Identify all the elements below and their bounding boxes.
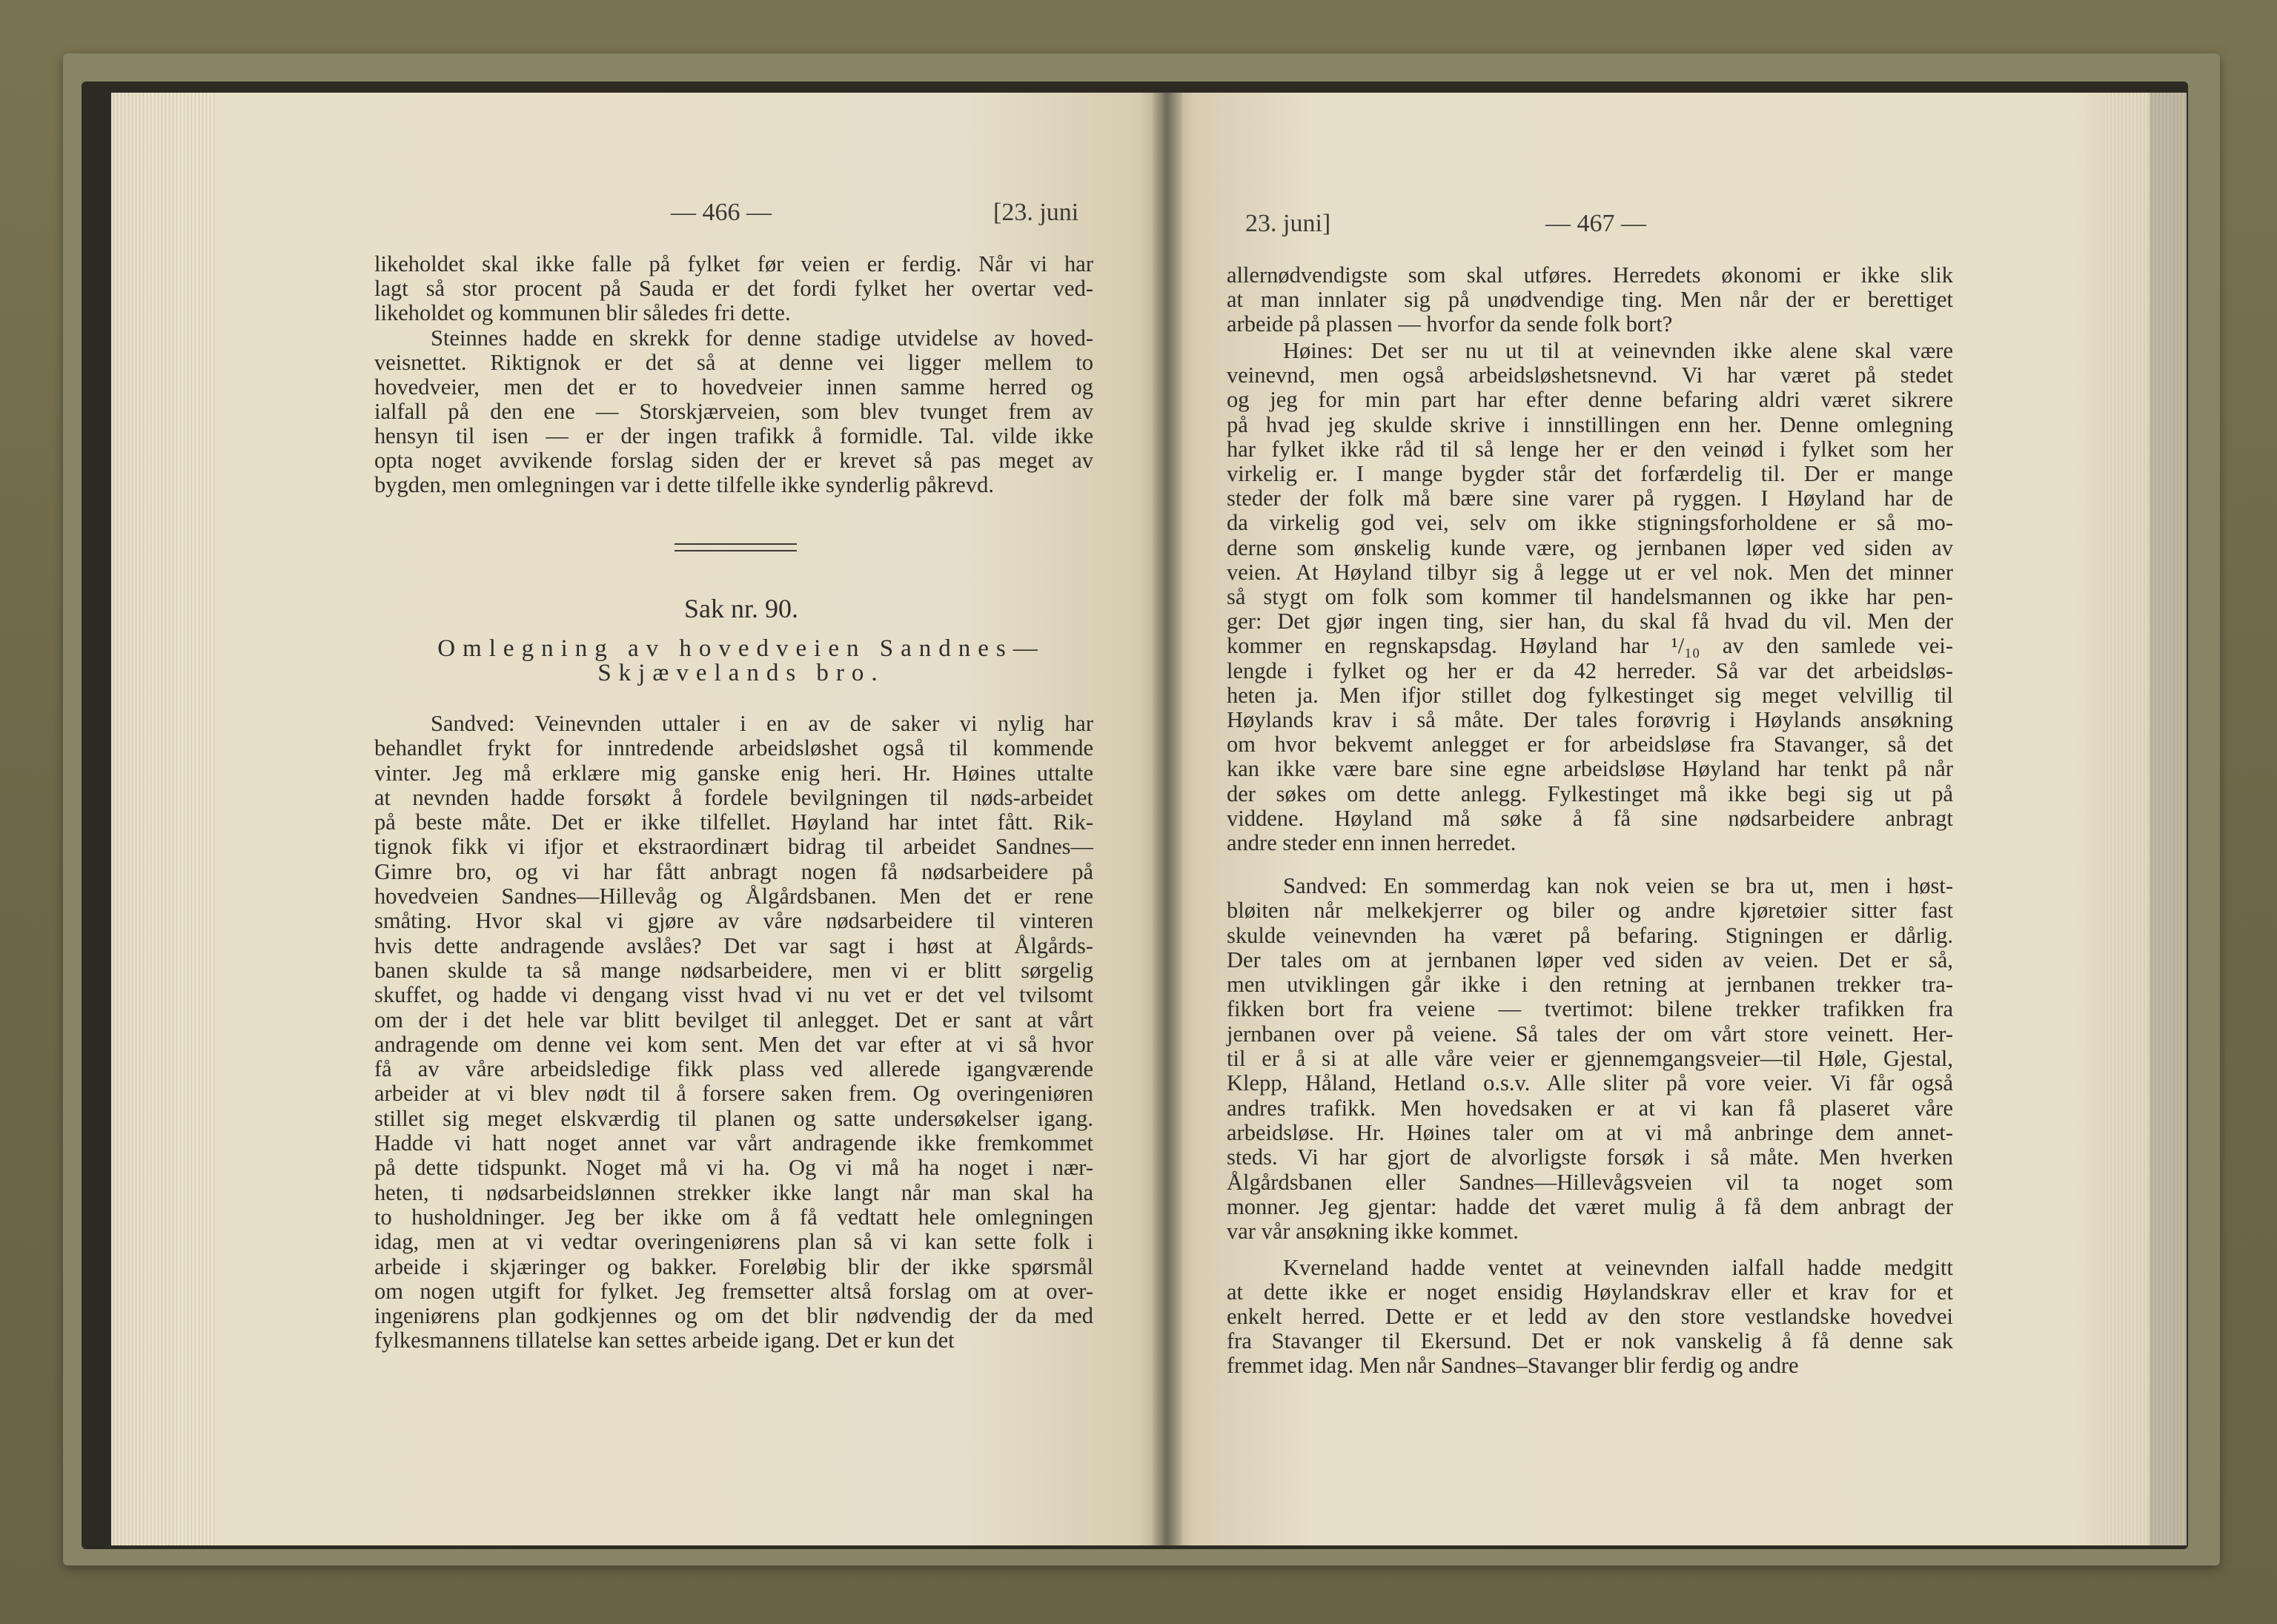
text-line: Klepp, Håland, Hetland o.s.v. Alle sliter på vore veier. Vi får også [1227,1070,1953,1096]
text-line: ger: Det gjør ingen ting, sier han, du skal få hvad du vil. Men der [1227,609,1953,634]
text-line: derne som ønskelig kunde være, og jernbanen løper ved siden av [1227,534,1953,560]
right-paragraph-2 [1227,339,1953,855]
text-line: at dette ikke er noget ensidig Høylandskrav eller et krav for et [1227,1279,1953,1305]
text-line: og jeg for min part har efter denne befaring aldri været sikrere [1227,387,1953,413]
text-line: så stygt om folk som kommer til handelsmannen og ikke har pen- [1227,584,1953,610]
text-line: få av våre arbeidsledige fikk plass ved allerede igangværende [374,1056,1093,1082]
text-line: tignok fikk vi ifjor et ekstraordinært bidrag til arbeidet Sandnes— [374,834,1093,860]
right-page-edges [2105,93,2187,1545]
text-line: hovedveier, men det er to hovedveier innen samme herred og [374,374,1093,400]
text-line: opta noget avvikende forslag siden der er krevet så pas meget av [374,448,1093,473]
section-divider [675,543,797,551]
right-paragraph-3 [1227,874,1953,1244]
text-line: heten, ti nødsarbeidslønnen strekker ikke langt når man skal ha [374,1179,1093,1205]
text-line: andre steder enn innen herredet. [1227,830,1517,856]
text-line: veisnettet. Riktignok er det så at denne vei ligger mellem to [374,350,1093,375]
text-line: skuffet, og hadde vi dengang visst hvad vi nu vet er det vel tvilsomt [374,982,1093,1008]
text-line: bygden, men omlegningen var i dette tilfelle ikke synderlig påkrevd. [374,472,994,497]
text-line: steds. Vi har gjort de alvorligste forsøk i så måte. Men hverken [1227,1144,1953,1170]
text-line: på hvad jeg skulde skrive i innstillingen enn her. Denne omlegning [1227,411,1953,437]
text-line: på beste måte. Det er ikke tilfellet. Høyland har intet fått. Rik- [374,809,1093,835]
text-line: Der tales om at jernbanen løper ved siden av veien. Det er så, [1227,947,1953,972]
text-line: bløiten når melkekjerrer og biler og andre kjøretøier sitter fast [1227,898,1953,924]
text-line: lengde i fylket og her er da 42 herreder. Så var det arbeidsløs- [1227,657,1953,683]
text-line: arbeidsløse. Hr. Høines taler om at vi må anbringe dem annet- [1227,1119,1953,1145]
text-line: Steinnes hadde en skrekk for denne stadige utvidelse av hoved- [431,325,1093,351]
text-line: småting. Hvor skal vi gjøre av våre nødsarbeidere til vinteren [374,908,1093,934]
text-line: lagt så stor procent på Sauda er det fordi fylket her overtar ved- [374,276,1093,301]
text-line: heten ja. Men ifjor stillet dog fylkestinget sig meget velvillig til [1227,682,1953,708]
right-paragraph-1 [1227,263,1953,337]
text-line: hvis dette andragende avslåes? Det var sagt i høst at Ålgårds- [374,932,1093,958]
right-page-number: — 467 — [1545,210,1646,237]
text-line: hovedveien Sandnes—Hillevåg og Ålgårdsbanen. Men det er rene [374,884,1093,909]
text-line: to husholdninger. Jeg ber ikke om å få vedtatt hele omlegningen [374,1204,1093,1230]
text-line: at nevnden hadde forsøkt å fordele bevilgningen til nøds-arbeidet [374,784,1093,810]
text-line: hensyn til isen — er der ingen trafikk å formidle. Tal. vilde ikke [374,423,1093,448]
text-line: arbeide på plassen — hvorfor da sende folk bort? [1227,311,1673,337]
case-subtitle-2: Skjævelands bro. [597,660,885,686]
text-line: fra Stavanger til Ekersund. Det er nok vanskelig å få denne sak [1227,1328,1953,1353]
text-line: jernbanen over på veiene. Så tales der om vårt store veinett. Her- [1227,1021,1953,1047]
text-line: allernødvendigste som skal utføres. Herredets økonomi er ikke slik [1227,262,1953,288]
text-line: idag, men at vi vedtar overingeniørens plan så vi kan sette folk i [374,1229,1093,1255]
text-line: viddene. Høyland må søke å få sine nødsarbeidere anbragt [1227,805,1953,831]
text-line: at man innlater sig på unødvendige ting. Men når der er berettiget [1227,287,1953,312]
case-subtitle-1: Omlegning av hovedveien Sandnes— [437,635,1045,662]
text-line: var vår ansøkning ikke kommet. [1227,1219,1519,1244]
left-page-edges [111,93,215,1545]
text-line: andres trafikk. Men hovedsaken er at vi kan få plaseret våre [1227,1095,1953,1121]
text-line: arbeide i skjæringer og bakker. Foreløbig blir der ikke spørsmål [374,1253,1093,1279]
text-line: Sandved: En sommerdag kan nok veien se bra ut, men i høst- [1283,873,1953,898]
case-title: Sak nr. 90. [683,594,798,623]
left-page-number: — 466 — [671,199,772,226]
text-line: Ålgårdsbanen eller Sandnes—Hillevågsveien vil ta noget som [1227,1169,1953,1195]
text-line: da virkelig god vei, selv om ikke stigningsforholdene er så mo- [1227,510,1953,536]
text-line: om nogen utgift for fylket. Jeg fremsetter altså forslag om at over- [374,1278,1093,1304]
text-line: fremmet idag. Men når Sandnes–Stavanger blir ferdig og andre [1227,1353,1799,1378]
text-line: veinevnd, men også arbeidsløshetsnevnd. Vi har været på stedet [1227,362,1953,388]
right-page-date: 23. juni] [1245,210,1331,237]
text-line: Høylands krav i så måte. Der tales forøvrig i Høylands ansøkning [1227,707,1953,733]
text-line: behandlet frykt for inntredende arbeidsløshet også til kommende [374,735,1093,761]
text-line: steder der folk må bære sine varer på ryggen. I Høyland har de [1227,485,1953,511]
text-line: på dette tidspunkt. Noget må vi ha. Og vi må ha noget i nær- [374,1155,1093,1181]
text-line: kan ikke være bare sine egne arbeidsløse Høyland har tenkt på når [1227,756,1953,782]
left-paragraph-1 [374,252,1093,325]
text-line: stillet sig meget elskværdig til planen og satte undersøkelser igang. [374,1105,1093,1131]
text-line: likeholdet skal ikke falle på fylket før veien er ferdig. Når vi har [374,251,1093,276]
text-line: men utviklingen går ikke i den retning at jernbanen trekker tra- [1227,972,1953,998]
text-line: skulde veinevnden ha været på befaring. Stigningen er dårlig. [1227,922,1953,948]
left-page-date: [23. juni [993,199,1079,226]
text-line: har fylket ikke råd til så lenge her er den veinød i fylket som her [1227,436,1953,462]
right-paragraph-4 [1227,1256,1953,1378]
text-line: enkelt herred. Dette er et ledd av den store vestlandske hovedvei [1227,1304,1953,1329]
text-line: ingeniørens plan godkjennes og om det blir nødvendig der da med [374,1303,1093,1329]
text-line: til er å si at alle våre veier er gjennemgangsveier—til Høle, Gjestal, [1227,1046,1953,1072]
text-line: Sandved: Veinevnden uttaler i en av de saker vi nylig har [431,711,1093,736]
text-line: om der i det hele var blitt bevilget til anlegget. Det er sant at vårt [374,1007,1093,1033]
left-paragraph-2 [374,326,1093,497]
text-line: fylkesmannens tillatelse kan settes arbeide igang. Det er kun det [374,1328,955,1353]
text-line: virkelig er. I mange bygder står det forfærdelig til. Der er mange [1227,461,1953,487]
text-line: Hadde vi hatt noget annet var vårt andragende ikke fremkommet [374,1130,1093,1156]
text-line: fikken bort fra veiene — tvertimot: bilene trekker trafikken fra [1227,996,1953,1022]
text-line: ialfall på den ene — Storskjærveien, som blev tvunget frem av [374,399,1093,424]
text-line: andragende om denne vei kom sent. Men det var efter at vi så hvor [374,1031,1093,1057]
left-paragraph-3 [374,712,1093,1353]
text-line: der søkes om dette anlegg. Fylkestinget må ikke begi sig ut på [1227,780,1953,806]
text-line: om hvor bekvemt anlegget er for arbeidsløse fra Stavanger, så det [1227,732,1953,758]
book-gutter [1153,93,1182,1545]
text-line: likeholdet og kommunen blir således fri dette. [374,300,791,325]
text-line: vinter. Jeg må erklære mig ganske enig heri. Hr. Høines uttalte [374,760,1093,786]
text-line: Gimre bro, og vi har fått anbragt nogen få nødsarbeidere på [374,858,1093,884]
text-line: arbeider at vi blev nødt til å forsere saken frem. Og overingeniøren [374,1081,1093,1107]
text-line: banen skulde ta så mange nødsarbeidere, men vi er blitt sørgelig [374,957,1093,983]
text-line: Høines: Det ser nu ut til at veinevnden ikke alene skal være [1283,338,1953,363]
text-line: monner. Jeg gjentar: hadde det været mulig å få dem anbragt der [1227,1193,1953,1219]
text-line: kommer en regnskapsdag. Høyland har ¹/₁₀ av den samlede vei- [1227,633,1953,659]
text-line: Kverneland hadde ventet at veinevnden ialfall hadde medgitt [1283,1255,1953,1280]
text-line: veien. At Høyland tilbyr sig å legge ut er vel nok. Men det minner [1227,559,1953,585]
